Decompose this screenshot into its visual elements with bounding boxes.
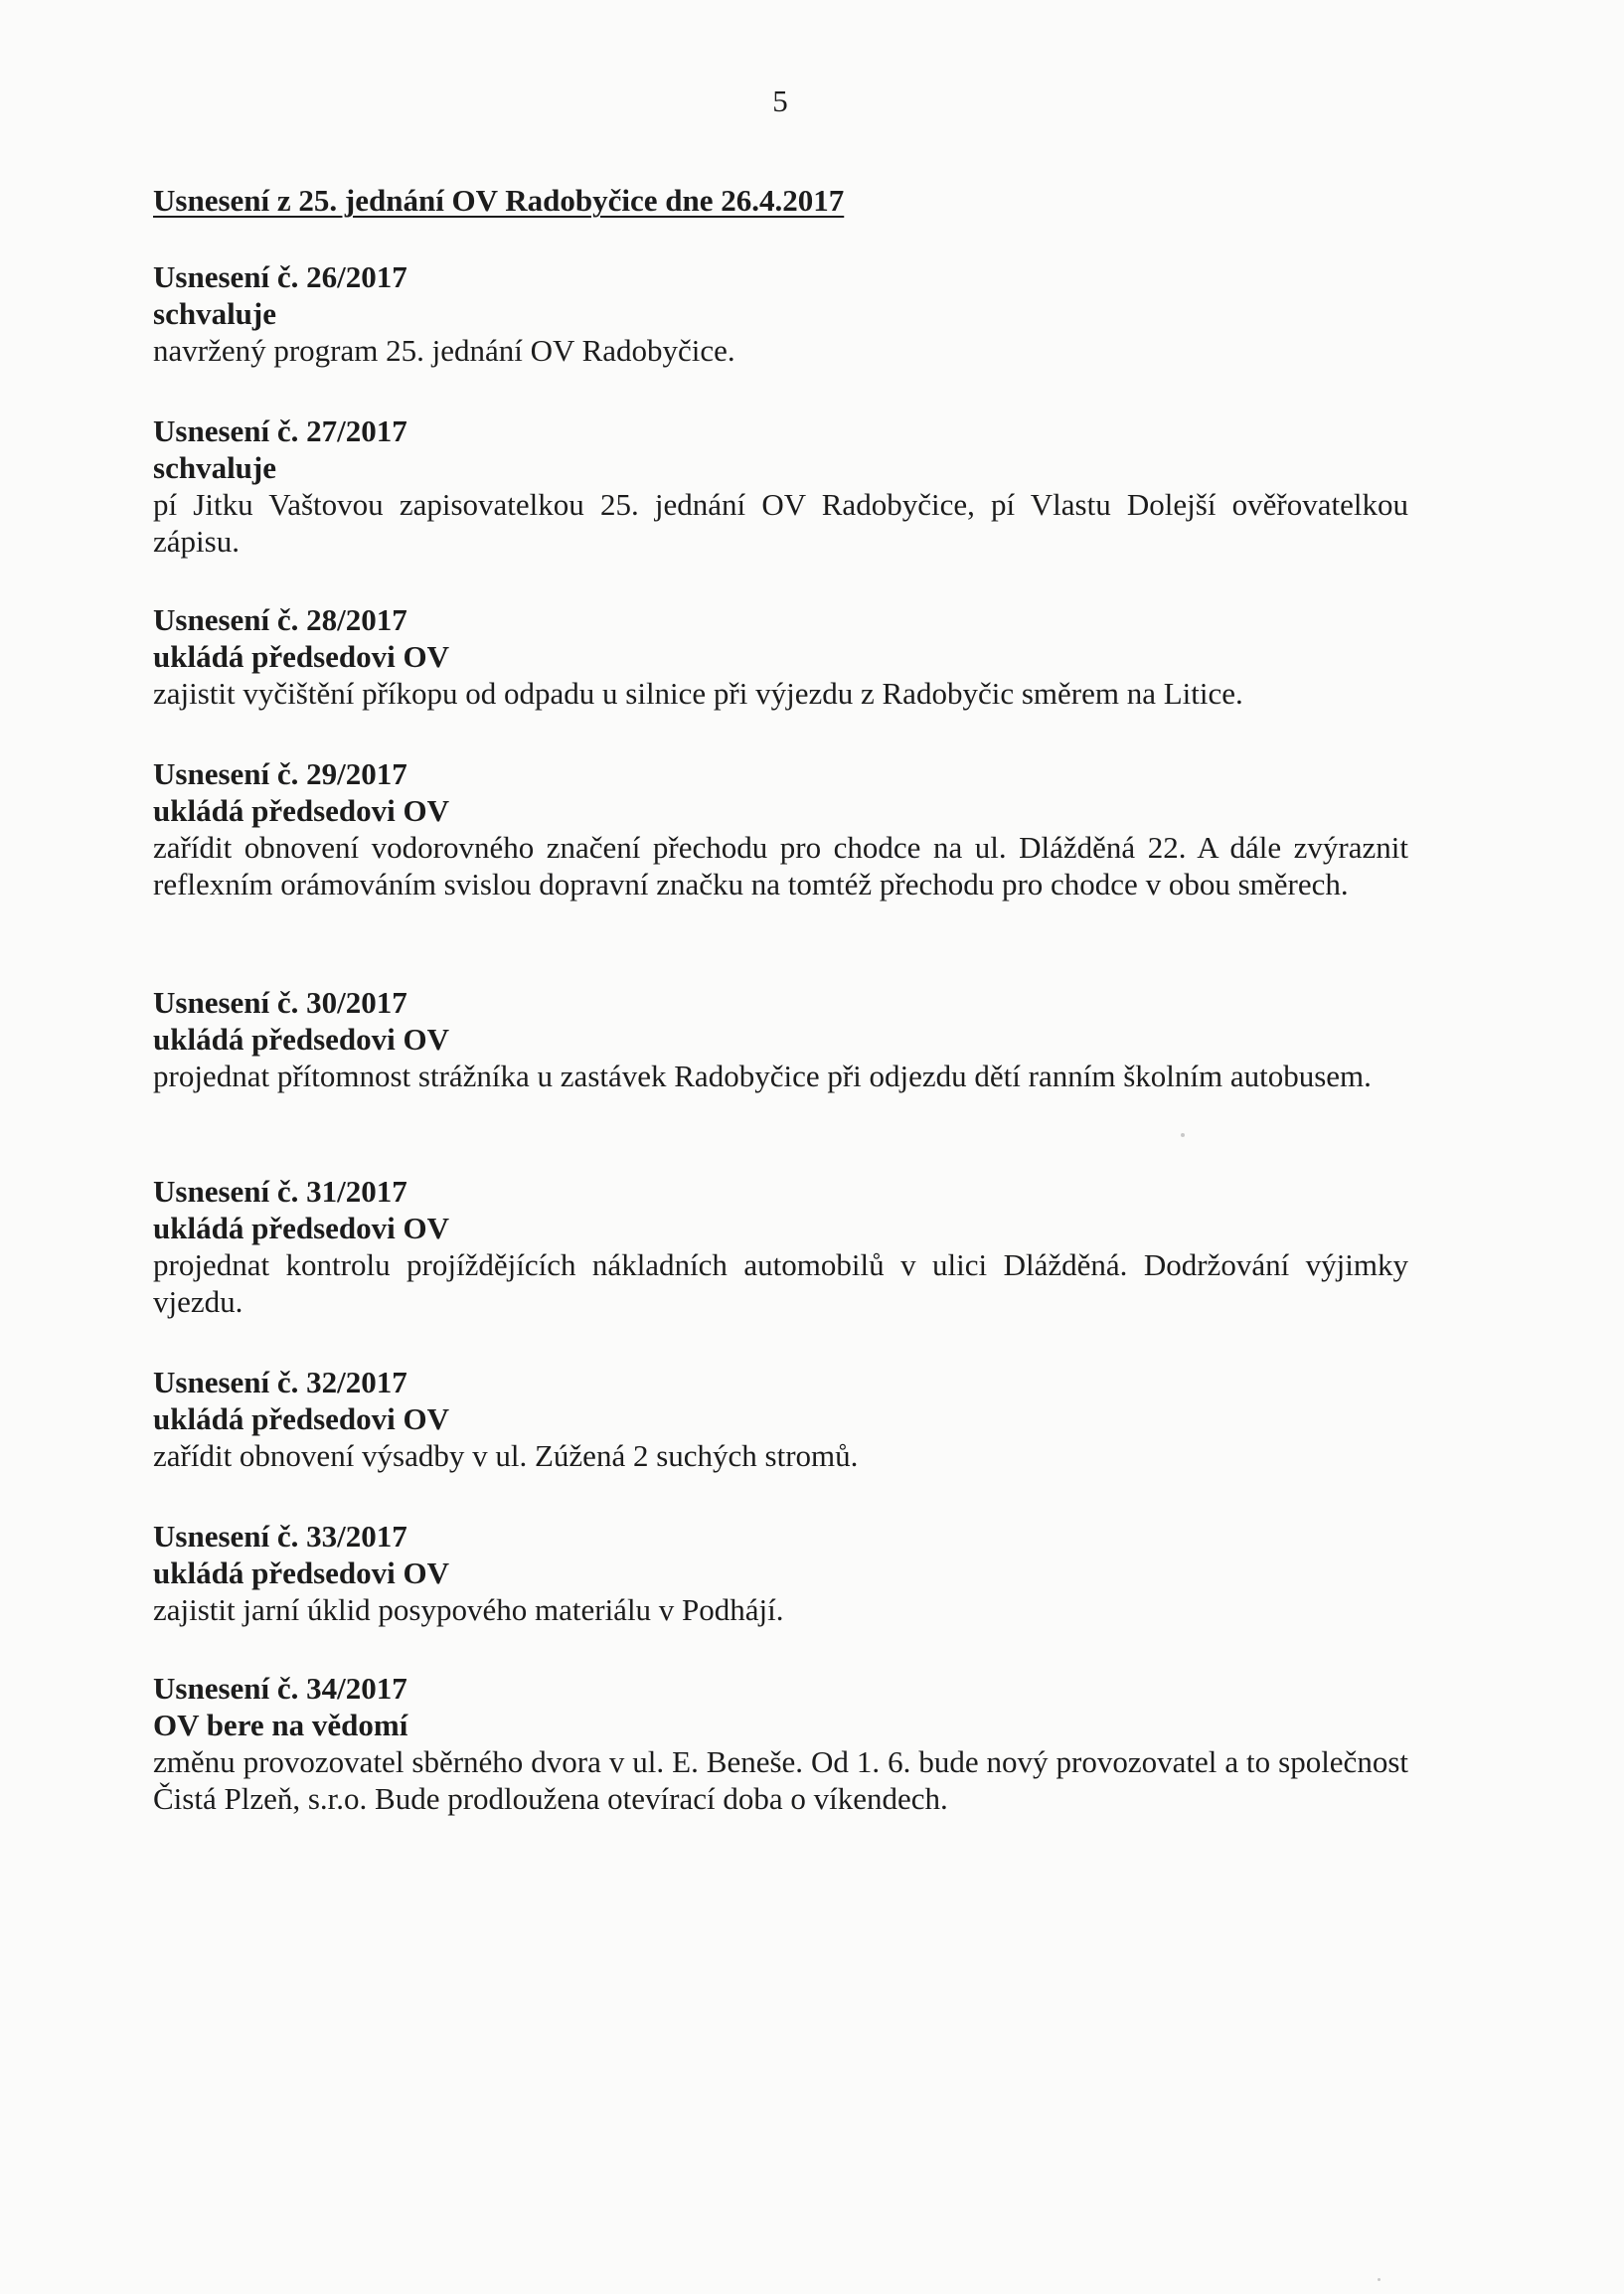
document-title: Usnesení z 25. jednání OV Radobyčice dne 26.4.2017 [153, 183, 845, 218]
resolution-action: ukládá předsedovi OV [153, 1022, 450, 1057]
resolution-30 [153, 984, 1408, 1094]
resolution-text: změnu provozovatel sběrného dvora v ul. E. Beneše. Od 1. 6. bude nový provozovatel a to společnost Čistá Plzeň, s.r.o. Bude prodloužena otevírací doba o víkendech. [153, 1744, 1408, 1816]
resolution-number: Usnesení č. 29/2017 [153, 756, 407, 791]
resolution-27 [153, 412, 1408, 560]
scan-speck [1181, 1133, 1185, 1137]
scan-speck [1378, 2278, 1380, 2281]
resolution-text: pí Jitku Vaštovou zapisovatelkou 25. jednání OV Radobyčice, pí Vlastu Dolejší ověřovatelkou zápisu. [153, 487, 1408, 559]
resolution-action: ukládá předsedovi OV [153, 1401, 450, 1436]
resolution-31 [153, 1173, 1408, 1320]
resolution-action: ukládá předsedovi OV [153, 793, 450, 828]
page-number: 5 [772, 83, 788, 118]
resolution-action: OV bere na vědomí [153, 1708, 408, 1742]
resolution-32 [153, 1364, 1408, 1474]
resolution-number: Usnesení č. 26/2017 [153, 259, 407, 294]
resolution-text: projednat přítomnost strážníka u zastávek Radobyčice při odjezdu dětí ranním školním autobusem. [153, 1059, 1372, 1093]
resolution-number: Usnesení č. 28/2017 [153, 602, 407, 637]
resolution-text: projednat kontrolu projíždějících nákladních automobilů v ulici Dlážděná. Dodržování výjimky vjezdu. [153, 1247, 1408, 1319]
resolution-action: ukládá předsedovi OV [153, 1211, 450, 1245]
resolution-34 [153, 1670, 1408, 1817]
resolution-action: schvaluje [153, 450, 276, 485]
resolution-29 [153, 755, 1408, 902]
resolution-action: schvaluje [153, 296, 276, 331]
resolution-number: Usnesení č. 34/2017 [153, 1671, 407, 1706]
resolution-action: ukládá předsedovi OV [153, 639, 450, 674]
resolution-action: ukládá předsedovi OV [153, 1556, 450, 1590]
resolution-text: zařídit obnovení výsadby v ul. Zúžená 2 suchých stromů. [153, 1438, 859, 1473]
resolution-number: Usnesení č. 31/2017 [153, 1174, 407, 1209]
resolution-33 [153, 1518, 1408, 1628]
resolution-28 [153, 601, 1408, 712]
resolution-number: Usnesení č. 32/2017 [153, 1365, 407, 1399]
resolution-text: navržený program 25. jednání OV Radobyčice. [153, 333, 735, 368]
resolution-text: zajistit jarní úklid posypového materiálu v Podhájí. [153, 1592, 784, 1627]
resolution-text: zajistit vyčištění příkopu od odpadu u silnice při výjezdu z Radobyčic směrem na Litice. [153, 676, 1243, 711]
resolution-text: zařídit obnovení vodorovného značení přechodu pro chodce na ul. Dlážděná 22. A dále zvýraznit reflexním orámováním svislou dopravní značku na tomtéž přechodu pro chodce v obou směrech. [153, 830, 1408, 901]
resolution-26 [153, 258, 1408, 369]
resolution-number: Usnesení č. 33/2017 [153, 1519, 407, 1554]
resolution-number: Usnesení č. 27/2017 [153, 413, 407, 448]
resolution-number: Usnesení č. 30/2017 [153, 985, 407, 1020]
